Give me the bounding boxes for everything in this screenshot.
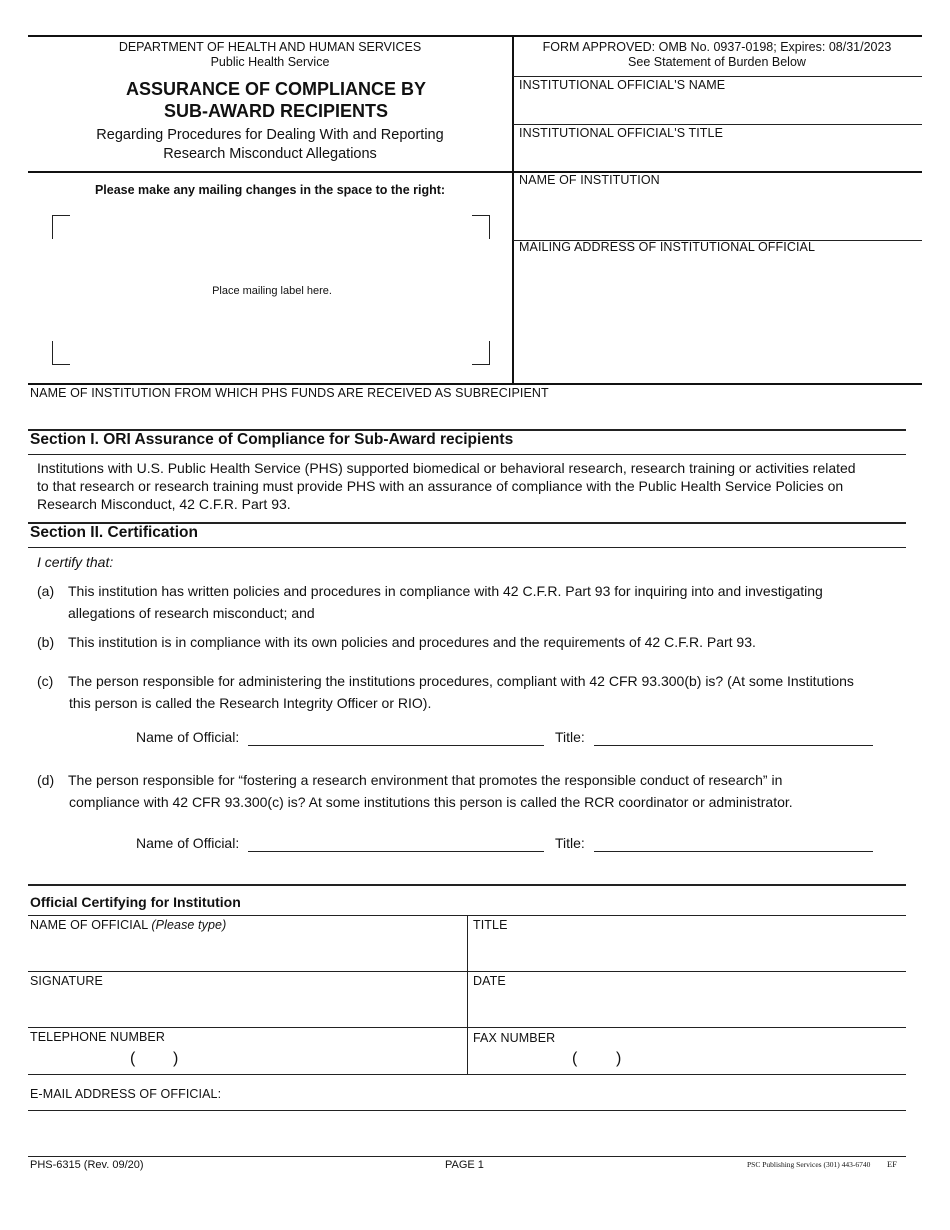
date-label: DATE xyxy=(473,974,506,988)
item-d-text-line1: The person responsible for “fostering a research environment that promotes the responsible conduct of research” in xyxy=(68,772,783,788)
fax-area-close-paren: ) xyxy=(616,1050,622,1067)
official-name-print-field[interactable] xyxy=(28,934,466,970)
official-title-label: INSTITUTIONAL OFFICIAL'S TITLE xyxy=(519,126,724,140)
fax-label: FAX NUMBER xyxy=(473,1031,556,1045)
department-name: DEPARTMENT OF HEALTH AND HUMAN SERVICES xyxy=(118,40,422,54)
date-field[interactable] xyxy=(468,990,906,1026)
omb-approval: FORM APPROVED: OMB No. 0937-0198; Expires: 08/31/2023 xyxy=(542,40,892,54)
item-a-text-line1: This institution has written policies and procedures in compliance with 42 C.F.R. Part 93 for inquiring into and investigating xyxy=(68,583,823,599)
official-name-label: INSTITUTIONAL OFFICIAL'S NAME xyxy=(519,78,726,92)
cert-title-label: TITLE xyxy=(473,918,508,932)
official-name-print-label xyxy=(30,918,226,932)
official-title-field[interactable] xyxy=(513,141,922,171)
form-title-line1: ASSURANCE OF COMPLIANCE BY xyxy=(125,79,426,99)
burden-statement-ref: See Statement of Burden Below xyxy=(628,55,806,69)
section2-title: Section II. Certification xyxy=(30,524,198,541)
fax-area-open-paren: ( xyxy=(572,1050,578,1067)
certifying-top-rule xyxy=(28,884,906,886)
section1-title-rule xyxy=(28,454,906,455)
divider xyxy=(28,1027,906,1028)
section2-title-rule xyxy=(28,547,906,548)
header-bottom-border xyxy=(28,171,922,173)
email-label: E-MAIL ADDRESS OF OFFICIAL: xyxy=(30,1087,222,1101)
top-border xyxy=(28,35,922,37)
form-subtitle-line2: Research Misconduct Allegations xyxy=(163,146,377,162)
rcr-title-input[interactable] xyxy=(594,851,873,852)
item-c-marker: (c) xyxy=(37,673,54,689)
institution-name-field[interactable] xyxy=(513,188,922,238)
item-c-text-line2: this person is called the Research Integrity Officer or RIO). xyxy=(69,695,432,711)
divider xyxy=(513,76,922,77)
rcr-title-label: Title: xyxy=(555,835,585,851)
item-a-marker: (a) xyxy=(37,583,55,599)
rcr-name-input[interactable] xyxy=(248,851,544,852)
label-corner-top-left xyxy=(52,215,70,239)
mailing-address-label: MAILING ADDRESS OF INSTITUTIONAL OFFICIAL xyxy=(519,240,816,254)
mailing-label-placeholder: Place mailing label here. xyxy=(212,285,332,297)
header-block-bottom xyxy=(28,383,922,385)
item-b-marker: (b) xyxy=(37,634,55,650)
divider xyxy=(28,971,906,972)
section1-text-line1: Institutions with U.S. Public Health Service (PHS) supported biomedical or behavioral research, research training or activities related xyxy=(37,460,856,476)
footer-rule xyxy=(28,1156,906,1157)
subrecipient-label: NAME OF INSTITUTION FROM WHICH PHS FUNDS ARE RECEIVED AS SUBRECIPIENT xyxy=(30,386,549,400)
telephone-field[interactable] xyxy=(190,1046,466,1072)
signature-label: SIGNATURE xyxy=(30,974,103,988)
fax-field[interactable] xyxy=(632,1046,906,1072)
rio-name-label: Name of Official: xyxy=(136,729,240,745)
label-corner-bottom-right xyxy=(472,341,490,365)
email-field[interactable] xyxy=(232,1080,906,1108)
item-b-text: This institution is in compliance with its own policies and procedures and the requirements of 42 C.F.R. Part 93. xyxy=(68,634,756,650)
certify-intro: I certify that: xyxy=(37,554,114,570)
cert-title-field[interactable] xyxy=(468,934,906,970)
section1-text-line2: to that research or research training must provide PHS with an assurance of compliance with the Public Health Service Policies on xyxy=(37,478,844,494)
official-name-field[interactable] xyxy=(513,93,922,123)
divider xyxy=(28,1110,906,1111)
page-number: PAGE 1 xyxy=(445,1159,484,1171)
official-name-print-hint: (Please type) xyxy=(151,918,227,932)
item-d-marker: (d) xyxy=(37,772,55,788)
rcr-name-label: Name of Official: xyxy=(136,835,240,851)
official-name-print-label-text: NAME OF OFFICIAL xyxy=(30,918,148,932)
form-number: PHS-6315 (Rev. 09/20) xyxy=(30,1159,144,1171)
rio-title-label: Title: xyxy=(555,729,585,745)
subrecipient-field[interactable] xyxy=(28,402,906,428)
publisher-credit: PSC Publishing Services (301) 443-6740 xyxy=(747,1160,871,1169)
rio-name-input[interactable] xyxy=(248,745,544,746)
mailing-address-field[interactable] xyxy=(513,256,922,381)
label-corner-top-right xyxy=(472,215,490,239)
divider xyxy=(28,1074,906,1075)
phone-area-close-paren: ) xyxy=(173,1050,179,1067)
agency-name: Public Health Service xyxy=(210,55,330,69)
telephone-label: TELEPHONE NUMBER xyxy=(30,1030,165,1044)
item-c-text-line1: The person responsible for administering the institutions procedures, compliant with 42 CFR 93.300(b) is? (At some Institutions xyxy=(68,673,854,689)
section1-title: Section I. ORI Assurance of Compliance for Sub-Award recipients xyxy=(30,431,514,448)
item-d-text-line2: compliance with 42 CFR 93.300(c) is? At some institutions this person is called the RCR coordinator or administrator. xyxy=(69,794,793,810)
section1-text-line3: Research Misconduct, 42 C.F.R. Part 93. xyxy=(37,496,291,512)
form-subtitle-line1: Regarding Procedures for Dealing With and Reporting xyxy=(96,127,444,143)
certifying-heading: Official Certifying for Institution xyxy=(30,894,241,910)
rio-title-input[interactable] xyxy=(594,745,873,746)
label-corner-bottom-left xyxy=(52,341,70,365)
phone-area-open-paren: ( xyxy=(130,1050,136,1067)
divider xyxy=(513,124,922,125)
institution-name-label: NAME OF INSTITUTION xyxy=(519,173,660,187)
item-a-text-line2: allegations of research misconduct; and xyxy=(68,605,315,621)
form-title-line2: SUB-AWARD RECIPIENTS xyxy=(163,101,388,121)
ef-mark: EF xyxy=(887,1159,897,1169)
signature-field[interactable] xyxy=(28,990,466,1026)
mailing-instruction: Please make any mailing changes in the space to the right: xyxy=(94,183,446,197)
